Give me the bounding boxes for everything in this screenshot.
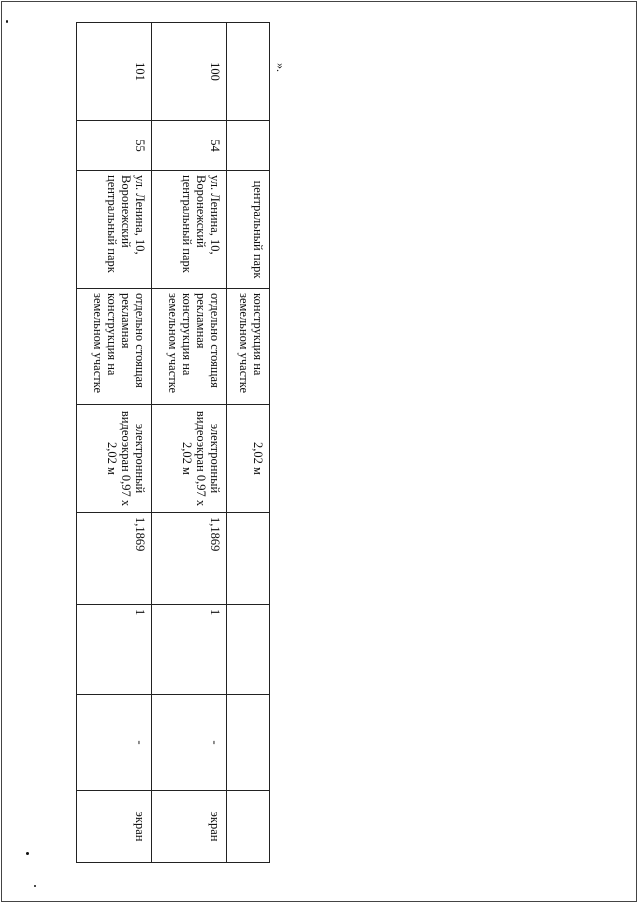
closing-quote-mark: ». — [274, 63, 288, 72]
cell-structure-type: отдельно стоящая рекламная конструкция на земельном участке — [77, 289, 152, 405]
cell-reg-number — [227, 121, 270, 171]
cell-reg-number: 55 — [77, 121, 152, 171]
cell-area — [227, 513, 270, 605]
cell-address: центральный парк — [227, 171, 270, 289]
scan-speck — [26, 852, 29, 855]
cell-sides — [227, 695, 270, 791]
cell-structure-type: конструкция на земельном участке — [227, 289, 270, 405]
rotated-table-wrapper — [90, 22, 270, 862]
cell-size: электронный видеоэкран 0,97 х 2,02 м — [152, 405, 227, 513]
cell-address: ул. Ленина, 10, Воронежский центральный парк — [77, 171, 152, 289]
cell-quantity: 1 — [152, 605, 227, 695]
cell-quantity — [227, 605, 270, 695]
cell-quantity: 1 — [77, 605, 152, 695]
cell-reg-number: 54 — [152, 121, 227, 171]
cell-kind: экран — [152, 791, 227, 863]
cell-number: 101 — [77, 23, 152, 121]
cell-address: ул. Ленина, 10, Воронежский центральный парк — [152, 171, 227, 289]
cell-area: 1,1869 — [152, 513, 227, 605]
table-row — [77, 23, 152, 863]
advertising-structures-table — [76, 22, 270, 863]
cell-number — [227, 23, 270, 121]
cell-kind — [227, 791, 270, 863]
cell-size: электронный видеоэкран 0,97 х 2,02 м — [77, 405, 152, 513]
cell-sides: - — [77, 695, 152, 791]
cell-kind: экран — [77, 791, 152, 863]
cell-size: 2,02 м — [227, 405, 270, 513]
cell-area: 1,1869 — [77, 513, 152, 605]
cell-structure-type: отдельно стоящая рекламная конструкция на земельном участке — [152, 289, 227, 405]
cell-number: 100 — [152, 23, 227, 121]
table-row — [152, 23, 227, 863]
cell-sides: - — [152, 695, 227, 791]
scan-speck — [6, 20, 8, 23]
table-row-continuation — [227, 23, 270, 863]
scan-speck — [34, 885, 36, 887]
